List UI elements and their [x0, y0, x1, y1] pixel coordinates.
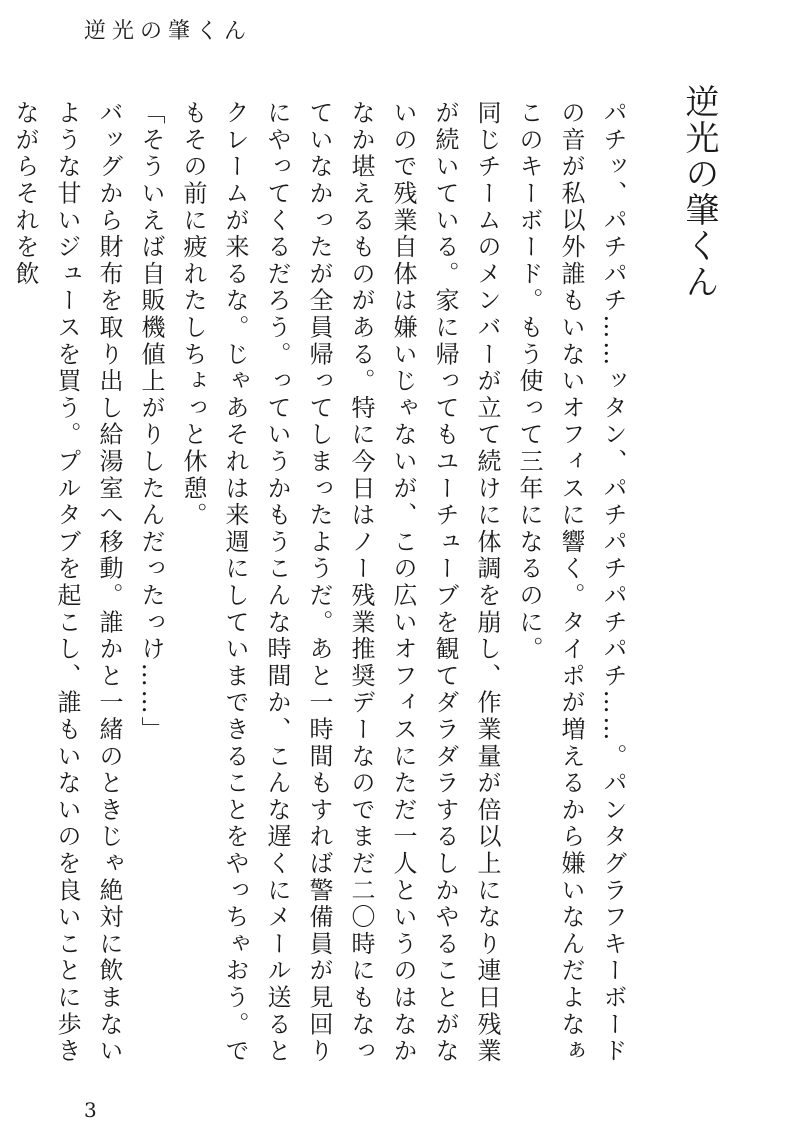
- paragraph: 同じチームのメンバーが立て続けに体調を崩し、作業量が倍以上になり連日残業が続いている。家に帰ってもユーチューブを観てダラダラするしかやることがないので残業自体は嫌いじゃないが、この広いオフィスにただ一人というのはなかなか堪えるものがある。特に今日はノー残業推奨デーなのでまだ二〇時にもなっていなかったが全員帰ってしまったようだ。あと一時間もすれば警備員が見回りにやってくるだろう。っていうかもうこんな時間か、こんな遅くにメール送るとクレームが来るな。じゃあそれは来週にしていまできることをやっちゃおう。でもその前に疲れたしちょっと休憩。: [179, 100, 501, 1065]
- running-head: 逆光の肇くん: [84, 19, 253, 44]
- paragraph: 「そういえば自販機値上がりしたんだったっけ……」: [137, 100, 165, 744]
- paragraph: バッグから財布を取り出し給湯室へ移動。誰かと一緒のときじゃ絶対に飲まないような甘いジュースを買う。プルタブを起こし、誰もいないのを良いことに歩きながらそれを飲: [11, 100, 123, 1065]
- page-number: 3: [84, 1098, 97, 1122]
- paragraph: パチッ、パチパチ……ッタン、パチパチパチパチ……。パンタグラフキーボードの音が私以外誰もいないオフィスに響く。タイポが増えるから嫌いなんだよなぁこのキーボード。もう使って三年になるのに。: [515, 100, 627, 1065]
- chapter-title: 逆光の肇くん: [679, 84, 719, 300]
- body-text: [11, 100, 634, 1090]
